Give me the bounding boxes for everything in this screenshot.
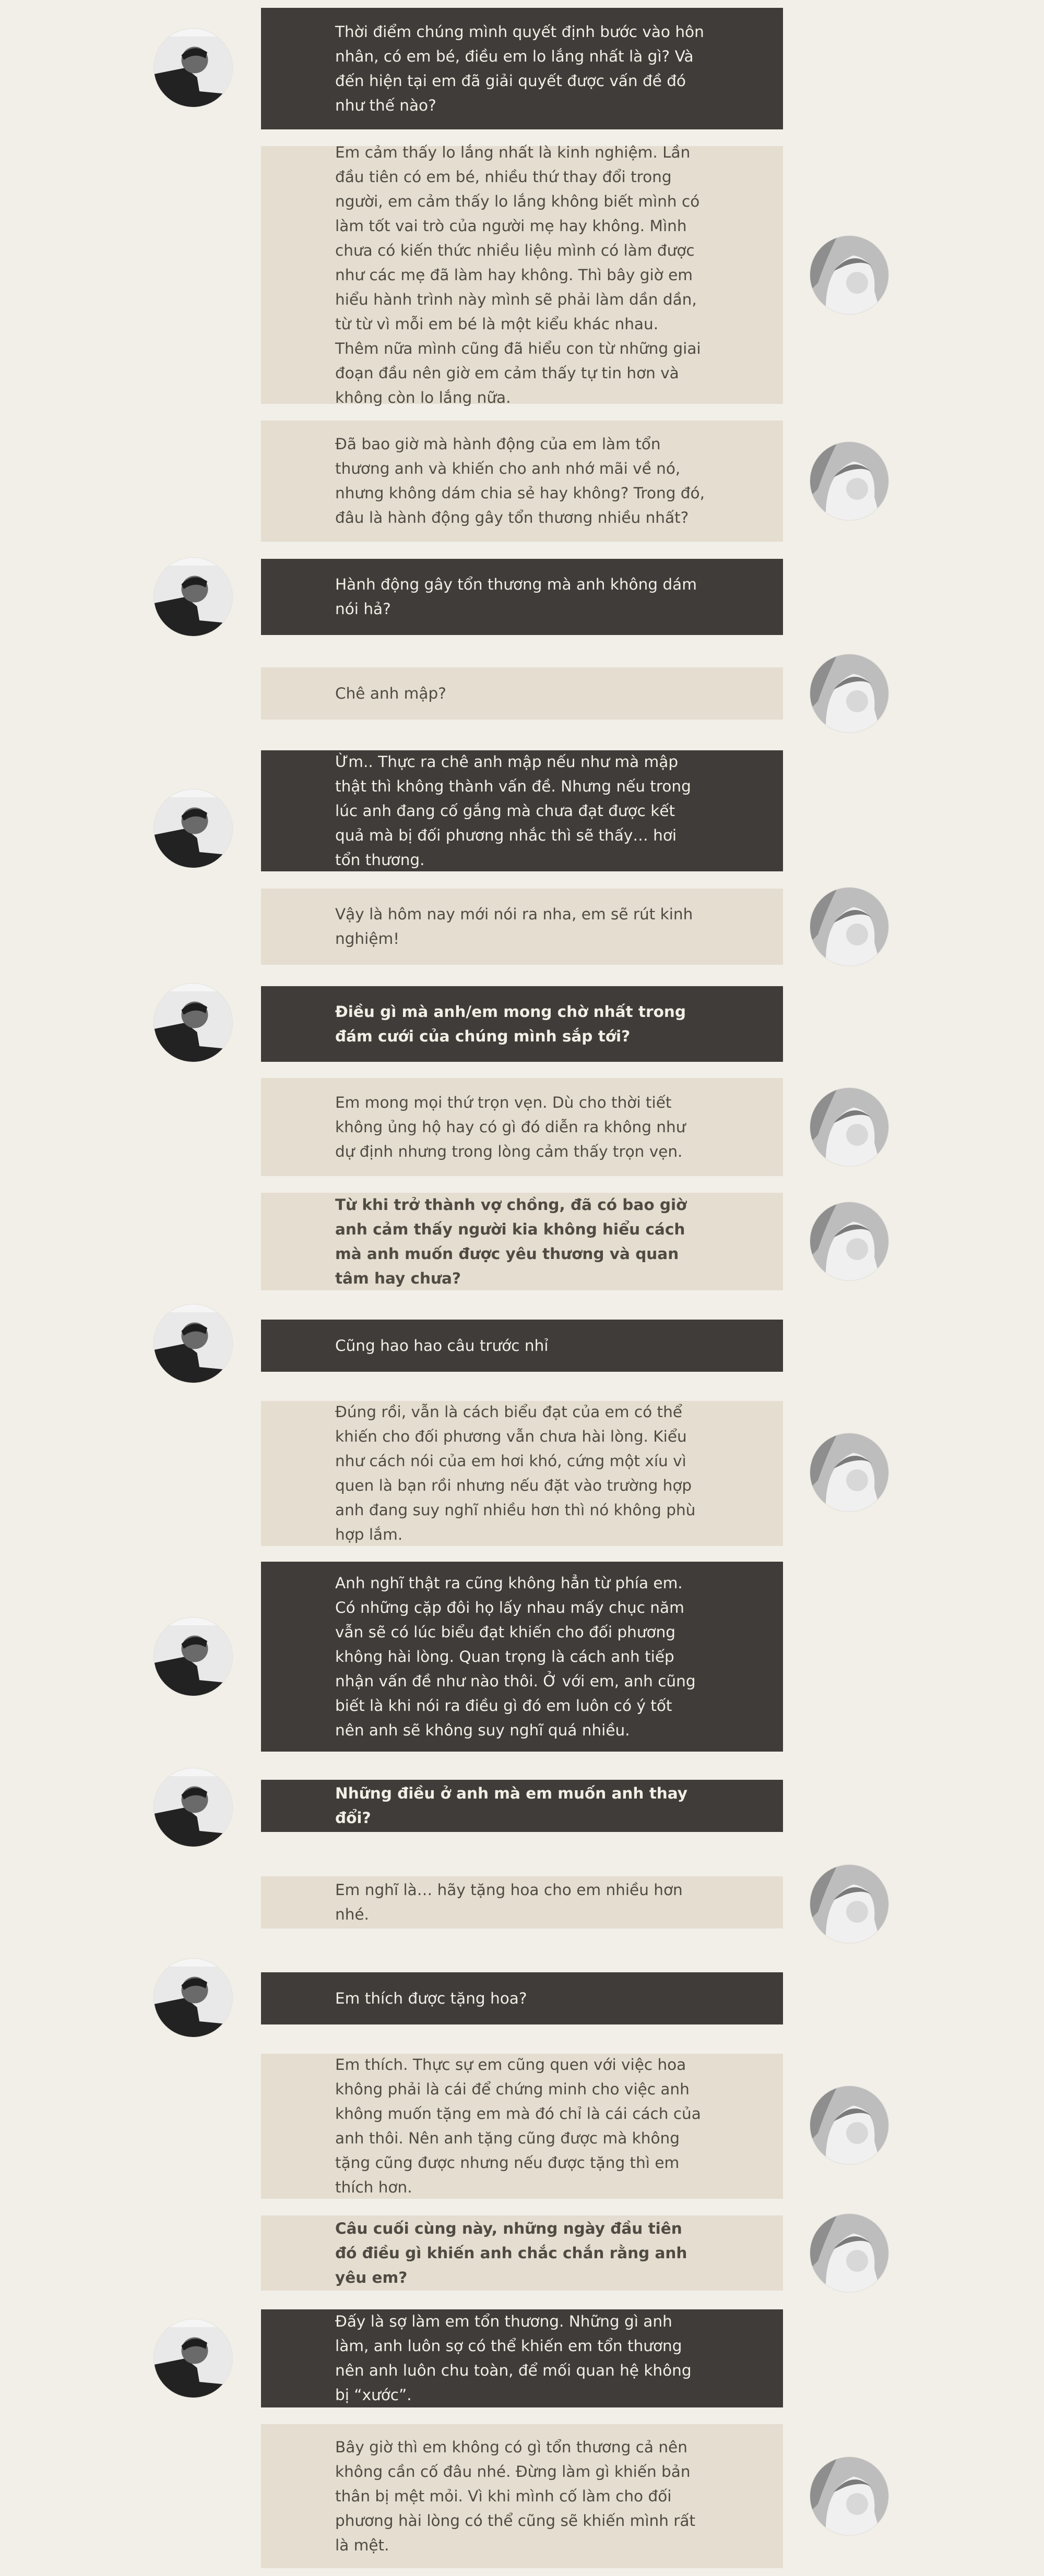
question-bubble (261, 1193, 783, 1290)
message-text: Điều gì mà anh/em mong chờ nhất trong đám cưới của chúng mình sắp tới? (335, 1002, 686, 1045)
answer-bubble (261, 889, 783, 965)
message-row (0, 1972, 1044, 2024)
male-avatar (154, 558, 232, 636)
message-text: Thời điểm chúng mình quyết định bước vào hôn nhân, có em bé, điều em lo lắng nhất là gì? Và đến hiện tại em đã giải quyết được vấn đề đó như thế nào? (335, 22, 704, 114)
message-row (0, 559, 1044, 635)
message-text: Từ khi trở thành vợ chồng, đã có bao giờ anh cảm thấy người kia không hiểu cách mà anh muốn được yêu thương và quan tâm hay chưa? (335, 1195, 687, 1287)
female-avatar (810, 1433, 888, 1512)
message-text: Đã bao giờ mà hành động của em làm tổn thương anh và khiến cho anh nhớ mãi về nó, nhưng không dám chia sẻ hay không? Trong đó, đâu là hành động gây tổn thương nhiều nhất? (335, 435, 705, 526)
message-row (0, 750, 1044, 871)
male-avatar (154, 1959, 232, 2037)
message-text: Chê anh mập? (335, 684, 446, 702)
answer-bubble (261, 750, 783, 871)
message-row (0, 889, 1044, 965)
male-avatar (154, 2319, 232, 2398)
message-row (0, 1193, 1044, 1290)
male-avatar (154, 1768, 232, 1847)
message-text: Em cảm thấy lo lắng nhất là kinh nghiệm. Lần đầu tiên có em bé, nhiều thứ thay đổi trong người, em cảm thấy lo lắng không biết mình có làm tốt vai trò của người mẹ hay không. Mình chưa có kiến thức nhiều liệu mình có làm được như các mẹ đã làm hay không. Thì bây giờ em hiểu hành trình này mình sẽ phải làm dần dần, từ từ vì mỗi em bé là một kiểu khác nhau. Thêm nữa mình cũng đã hiểu con từ những giai đoạn đầu nên giờ em cảm thấy tự tin hơn và không còn lo lắng nữa. (335, 143, 701, 406)
male-avatar (154, 29, 232, 107)
message-row (0, 1401, 1044, 1546)
message-row (0, 421, 1044, 542)
answer-bubble (261, 143, 783, 406)
message-row (0, 2054, 1044, 2199)
message-row (0, 1876, 1044, 1928)
female-avatar (810, 1088, 888, 1166)
female-avatar (810, 2086, 888, 2164)
answer-bubble (261, 2309, 783, 2407)
message-row (0, 1780, 1044, 1832)
male-avatar (154, 1304, 232, 1383)
message-row (0, 2424, 1044, 2568)
female-avatar (810, 2214, 888, 2292)
message-row (0, 1562, 1044, 1752)
female-avatar (810, 1865, 888, 1943)
message-row (0, 1320, 1044, 1372)
question-bubble (261, 421, 783, 542)
message-row (0, 667, 1044, 720)
female-avatar (810, 888, 888, 966)
male-avatar (154, 789, 232, 868)
answer-bubble (261, 1401, 783, 1546)
question-bubble (261, 986, 783, 1062)
female-avatar (810, 442, 888, 520)
message-row (0, 143, 1044, 406)
message-row (0, 1078, 1044, 1176)
answer-bubble (261, 2424, 783, 2568)
message-text: Em nghĩ là… hãy tặng hoa cho em nhiều hơn nhé. (335, 1881, 683, 1923)
message-text: Em thích được tặng hoa? (335, 1989, 527, 2007)
question-bubble (261, 1780, 783, 1832)
answer-bubble (261, 667, 783, 720)
message-text: Câu cuối cùng này, những ngày đầu tiên đó điều gì khiến anh chắc chắn rằng anh yêu em? (335, 2219, 687, 2286)
message-text: Ừm.. Thực ra chê anh mập nếu như mà mập thật thì không thành vấn đề. Nhưng nếu trong lúc anh đang cố gắng mà chưa đạt được kết quả mà bị đối phương nhắc thì sẽ thấy… hơi tổn thương. (335, 752, 691, 869)
answer-bubble (261, 2054, 783, 2199)
answer-bubble (261, 1972, 783, 2024)
message-text: Những điều ở anh mà em muốn anh thay đổi? (335, 1784, 688, 1827)
answer-bubble (261, 1320, 783, 1372)
message-text: Đấy là sợ làm em tổn thương. Những gì anh làm, anh luôn sợ có thể khiến em tổn thương nên anh luôn chu toàn, để mối quan hệ không bị “xước”. (335, 2313, 692, 2404)
interview-question-bubble (261, 8, 783, 129)
message-text: Em thích. Thực sự em cũng quen với việc hoa không phải là cái để chứng minh cho việc anh không muốn tặng em mà đó chỉ là cái cách của anh thôi. Nên anh tặng cũng được mà không tặng cũng được nhưng nếu được tặng thì em thích hơn. (335, 2056, 701, 2196)
message-row (0, 986, 1044, 1062)
message-row (0, 2309, 1044, 2407)
message-text: Vậy là hôm nay mới nói ra nha, em sẽ rút kinh nghiệm! (335, 905, 693, 948)
female-avatar (810, 236, 888, 314)
female-avatar (810, 2457, 888, 2535)
message-text: Em mong mọi thứ trọn vẹn. Dù cho thời tiết không ủng hộ hay có gì đó diễn ra không như dự định nhưng trong lòng cảm thấy trọn vẹn. (335, 1093, 686, 1160)
male-avatar (154, 984, 232, 1062)
male-avatar (154, 1618, 232, 1696)
answer-bubble (261, 1078, 783, 1176)
female-avatar (810, 654, 888, 733)
answer-bubble (261, 1876, 783, 1928)
answer-bubble (261, 1562, 783, 1752)
message-text: Bây giờ thì em không có gì tổn thương cả nên không cần cố đâu nhé. Đừng làm gì khiến bản thân bị mệt mỏi. Vì khi mình cố làm cho đối phương hài lòng có thể cũng sẽ khiến mình rất là mệt. (335, 2438, 696, 2554)
message-text: Anh nghĩ thật ra cũng không hẳn từ phía em. Có những cặp đôi họ lấy nhau mấy chục năm vẫn sẽ có lúc biểu đạt khiến cho đối phương không hài lòng. Quan trọng là cách anh tiếp nhận vấn đề như nào thôi. Ở với em, anh cũng biết là khi nói ra điều gì đó em luôn có ý tốt nên anh sẽ không suy nghĩ quá nhiều. (335, 1574, 696, 1739)
message-text: Hành động gây tổn thương mà anh không dám nói hả? (335, 576, 697, 618)
message-row (0, 2215, 1044, 2291)
question-bubble (261, 2215, 783, 2291)
message-text: Cũng hao hao câu trước nhỉ (335, 1336, 549, 1355)
message-text: Đúng rồi, vẫn là cách biểu đạt của em có thể khiến cho đối phương vẫn chưa hài lòng. Kiểu như cách nói của em hơi khó, cứng một xíu vì quen là bạn rồi nhưng nếu đặt vào trường hợp anh đang suy nghĩ nhiều hơn thì nó không phù hợp lắm. (335, 1403, 696, 1543)
message-row (0, 8, 1044, 129)
answer-bubble (261, 559, 783, 635)
female-avatar (810, 1202, 888, 1280)
